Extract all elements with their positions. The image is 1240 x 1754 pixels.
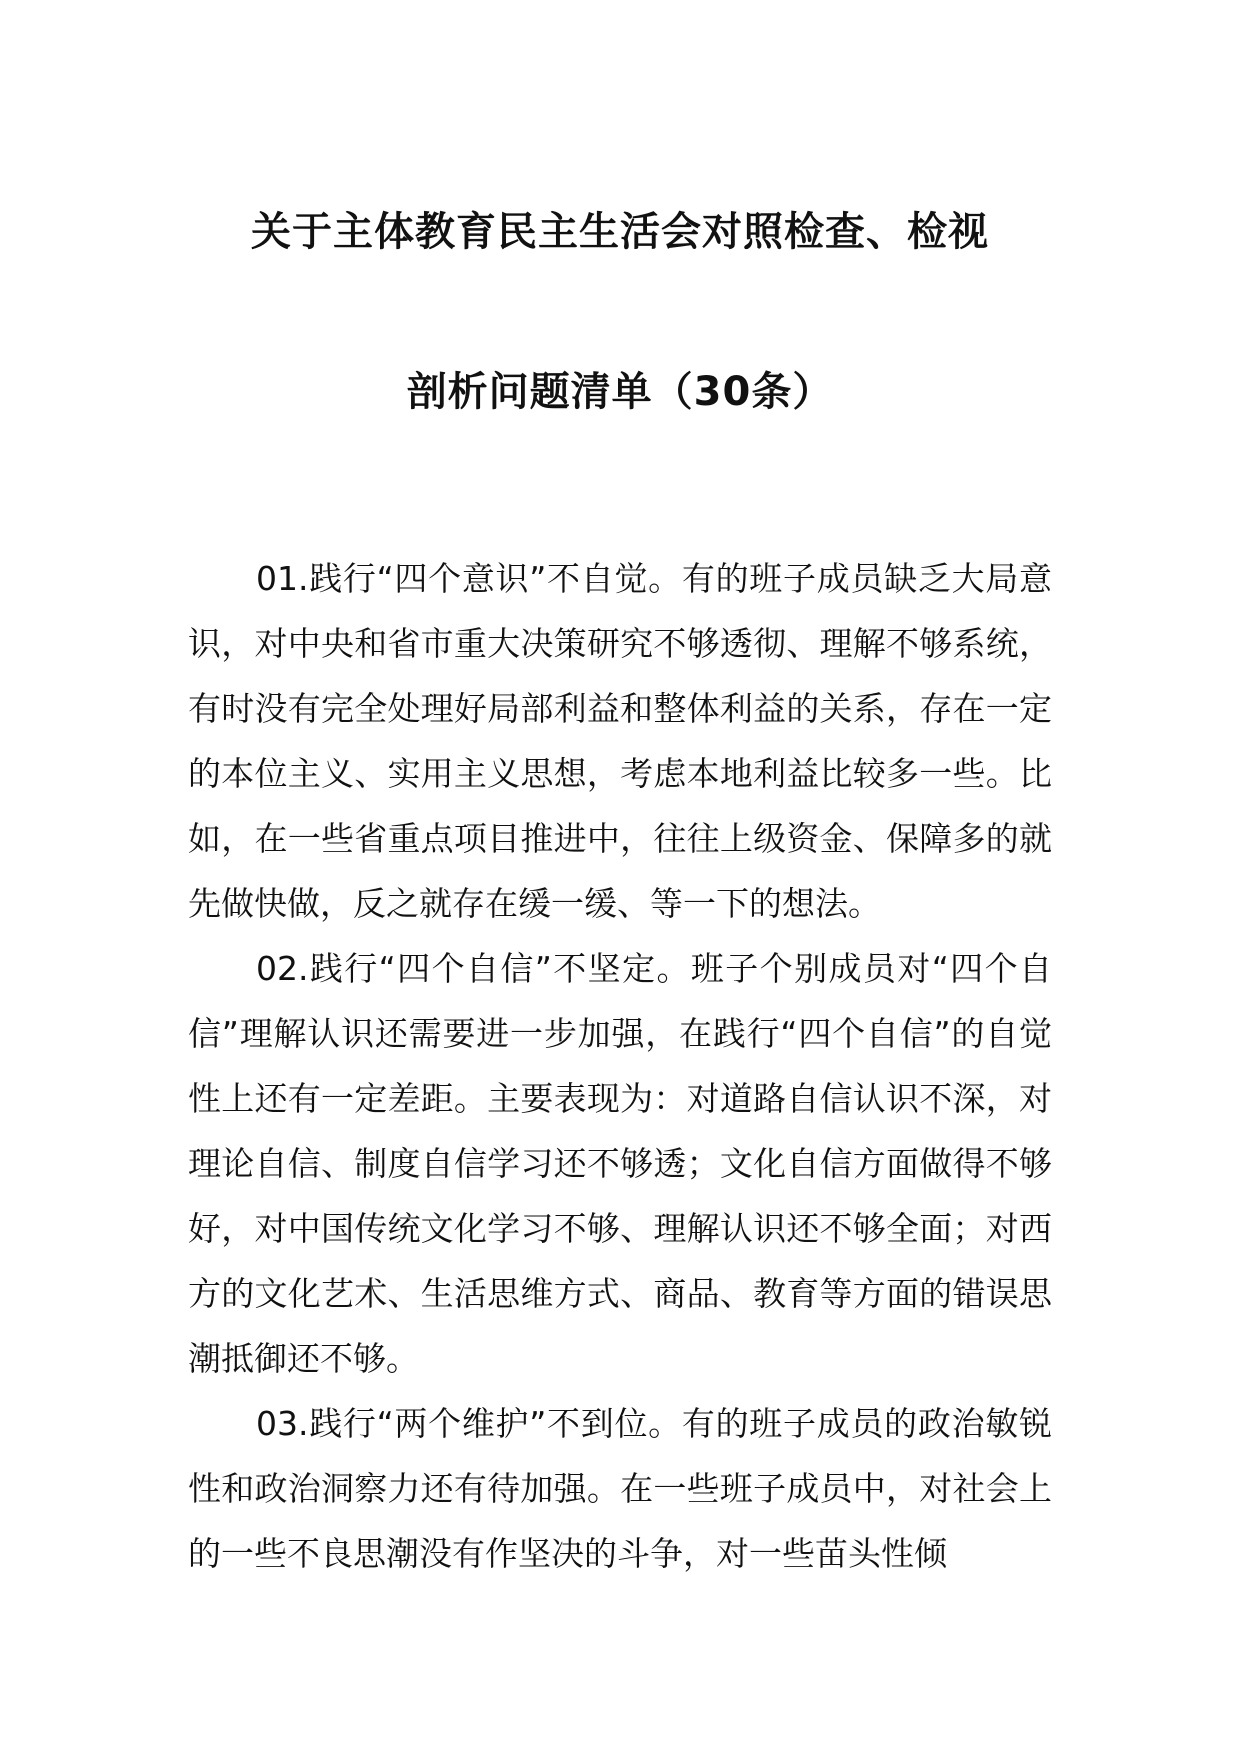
paragraph-01: 01.践行“四个意识”不自觉。有的班子成员缺乏大局意识，对中央和省市重大决策研究不够透彻、理解不够系统，有时没有完全处理好局部利益和整体利益的关系，存在一定的本位主义、实用主义思想，考虑本地利益比较多一些。比如，在一些省重点项目推进中，往往上级资金、保障多的就先做快做，反之就存在缓一缓、等一下的想法。 [188, 559, 1052, 923]
document-title-line-1: 关于主体教育民主生活会对照检查、检视 [251, 209, 989, 255]
document-title-line-2: 剖析问题清单（30条） [406, 369, 834, 415]
paragraph-03: 03.践行“两个维护”不到位。有的班子成员的政治敏锐性和政治洞察力还有待加强。在一些班子成员中，对社会上的一些不良思潮没有作坚决的斗争，对一些苗头性倾 [188, 1404, 1052, 1573]
paragraph-02: 02.践行“四个自信”不坚定。班子个别成员对“四个自信”理解认识还需要进一步加强，在践行“四个自信”的自觉性上还有一定差距。主要表现为：对道路自信认识不深，对理论自信、制度自信学习还不够透；文化自信方面做得不够好，对中国传统文化学习不够、理解认识还不够全面；对西方的文化艺术、生活思维方式、商品、教育等方面的错误思潮抵御还不够。 [188, 949, 1052, 1378]
document-body [188, 546, 1052, 1586]
